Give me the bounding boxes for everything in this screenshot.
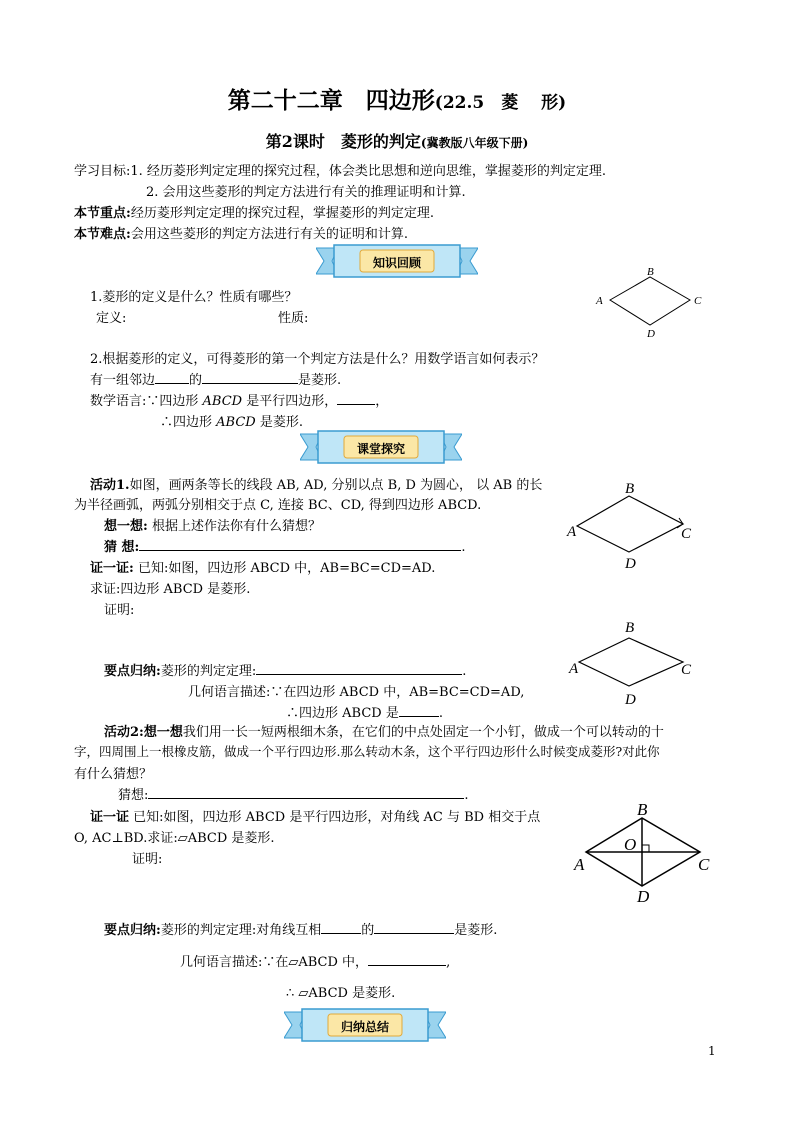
activity1-summary: 要点归纳:菱形的判定定理: . xyxy=(104,664,467,679)
activity1-geo2: ∴四边形 ABCD 是 . xyxy=(286,706,443,721)
blank[interactable] xyxy=(399,704,439,717)
rhombus-figure-1 xyxy=(590,265,710,340)
blank[interactable] xyxy=(202,371,298,384)
svg-text:B: B xyxy=(647,266,654,278)
svg-text:D: D xyxy=(637,887,650,906)
difficult-point: 本节难点:会用这些菱形的判定方法进行有关的证明和计算. xyxy=(74,227,408,242)
svg-text:C: C xyxy=(698,855,710,874)
svg-text:B: B xyxy=(625,620,635,636)
svg-text:A: A xyxy=(567,524,577,540)
activity2-conclusion: ∴ ▱ABCD 是菱形. xyxy=(286,986,396,1001)
blank[interactable] xyxy=(148,786,464,799)
activity1-think: 想一想: 根据上述作法你有什么猜想？ xyxy=(104,519,321,534)
activity1-line1: 活动1.如图，画两条等长的线段 AB, AD, 分别以点 B, D 为圆心， 以 AB 的长 xyxy=(90,478,543,493)
blank[interactable] xyxy=(155,371,189,384)
key-point: 本节重点:经历菱形判定定理的探究过程，掌握菱形的判定定理. xyxy=(74,206,434,221)
svg-text:D: D xyxy=(647,328,655,340)
activity2-line2: 字，四周围上一根橡皮筋，做成一个平行四边形.那么转动木条，这个平行四边形什么时候变成菱形?对此你 xyxy=(74,744,660,759)
activity1-prove: 证一证: 已知:如图，四边形 ABCD 中，AB=BC=CD=AD. xyxy=(90,561,436,576)
math-language-2: ∴四边形 ABCD 是菱形. xyxy=(160,415,303,430)
objective-2: 2. 会用这些菱形的判定方法进行有关的推理证明和计算. xyxy=(146,185,466,200)
svg-text:A: A xyxy=(569,661,579,677)
rhombus-figure-4 xyxy=(570,800,720,908)
activity2-guess: 猜想: . xyxy=(118,788,469,803)
blank[interactable] xyxy=(321,921,361,934)
objective-1: 学习目标:1. 经历菱形判定定理的探究过程，体会类比思想和逆向思维，掌握菱形的判定定理. xyxy=(74,164,607,179)
activity2-prove2: O, AC⊥BD.求证:▱ABCD 是菱形. xyxy=(74,831,275,846)
blank[interactable] xyxy=(374,921,454,934)
blank[interactable] xyxy=(337,392,375,405)
rhombus-figure-2 xyxy=(565,478,705,573)
prop-label: 性质: xyxy=(278,311,309,326)
svg-text:O: O xyxy=(624,835,637,854)
banner-summary: 归纳总结 xyxy=(284,1008,446,1042)
review-q2: 2.根据菱形的定义，可得菱形的第一个判定方法是什么？用数学语言如何表示？ xyxy=(90,352,545,367)
review-fill: 有一组邻边 的 是菱形. xyxy=(90,373,342,388)
activity1-goal: 求证:四边形 ABCD 是菱形. xyxy=(90,582,251,597)
blank[interactable] xyxy=(368,953,446,966)
blank[interactable] xyxy=(256,662,462,675)
activity2-line3: 有什么猜想？ xyxy=(74,767,153,782)
svg-text:D: D xyxy=(625,692,636,708)
math-language-1: 数学语言:∵四边形 ABCD 是平行四边形， ， xyxy=(90,394,389,409)
banner-review: 知识回顾 xyxy=(316,244,478,278)
svg-text:C: C xyxy=(681,662,692,678)
svg-text:A: A xyxy=(596,295,603,307)
def-label: 定义: xyxy=(96,311,127,326)
svg-text:C: C xyxy=(681,526,692,542)
activity2-line1: 活动2:想一想我们用一长一短两根细木条，在它们的中点处固定一个小钉，做成一个可以转动的十 xyxy=(104,725,664,740)
rhombus-figure-3 xyxy=(565,616,705,711)
activity2-summary: 要点归纳:菱形的判定定理:对角线互相 的 是菱形. xyxy=(104,923,498,938)
svg-text:D: D xyxy=(625,556,636,572)
page-title: 第二十二章 四边形(22.5 菱 形) xyxy=(227,87,567,114)
page-subtitle: 第2课时 菱形的判定(冀教版八年级下册) xyxy=(265,132,529,151)
banner-explore: 课堂探究 xyxy=(300,430,462,464)
activity1-proof-label: 证明: xyxy=(104,603,135,618)
svg-text:A: A xyxy=(574,855,585,874)
svg-text:B: B xyxy=(625,481,635,497)
page-number: 1 xyxy=(708,1044,716,1058)
activity2-proof-label: 证明: xyxy=(132,852,163,867)
activity1-guess: 猜 想: . xyxy=(104,540,466,555)
activity2-geo: 几何语言描述:∵在▱ABCD 中， , xyxy=(180,955,451,970)
activity1-line2: 为半径画弧，两弧分别相交于点 C, 连接 BC、CD, 得到四边形 ABCD. xyxy=(74,498,482,513)
blank[interactable] xyxy=(139,538,461,551)
review-q1: 1.菱形的定义是什么？性质有哪些？ xyxy=(90,290,298,305)
activity1-geo1: 几何语言描述:∵在四边形 ABCD 中，AB=BC=CD=AD, xyxy=(188,685,525,700)
svg-text:C: C xyxy=(694,295,702,307)
activity2-prove1: 证一证 已知:如图，四边形 ABCD 是平行四边形，对角线 AC 与 BD 相交于点 xyxy=(90,810,541,825)
svg-text:B: B xyxy=(637,800,648,819)
